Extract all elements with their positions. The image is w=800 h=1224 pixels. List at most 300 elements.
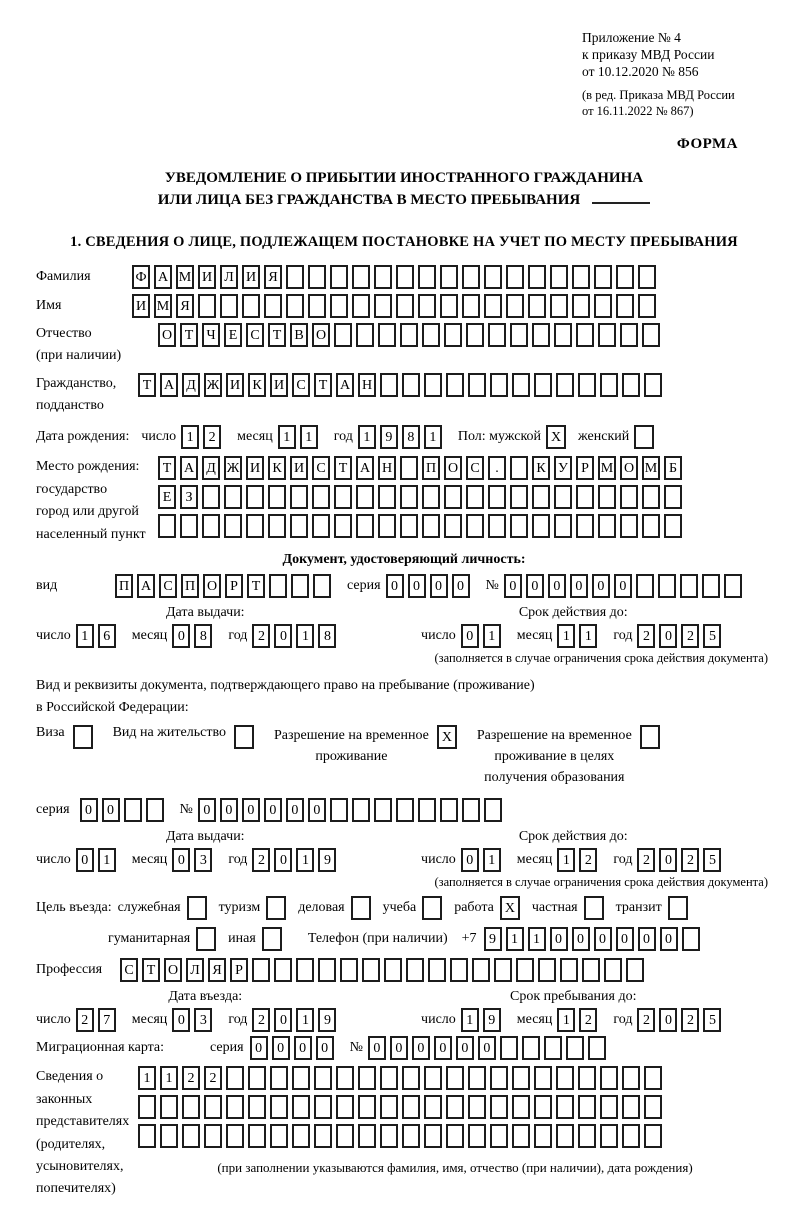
char-cell[interactable]: С (120, 958, 138, 982)
char-cell[interactable] (356, 323, 374, 347)
char-cell[interactable] (286, 265, 304, 289)
char-cell[interactable] (510, 456, 528, 480)
char-cell[interactable]: С (466, 456, 484, 480)
char-cell[interactable]: И (246, 456, 264, 480)
char-cell[interactable] (510, 485, 528, 509)
char-cell[interactable]: 0 (172, 1008, 190, 1032)
char-cell[interactable] (446, 1066, 464, 1090)
char-cell[interactable]: Т (158, 456, 176, 480)
char-cell[interactable] (330, 265, 348, 289)
char-cell[interactable]: Я (176, 294, 194, 318)
char-cell[interactable]: 2 (182, 1066, 200, 1090)
char-cell[interactable]: 1 (579, 624, 597, 648)
char-cell[interactable]: 0 (286, 798, 304, 822)
char-cell[interactable] (400, 514, 418, 538)
char-cell[interactable]: 1 (483, 848, 501, 872)
char-cell[interactable]: И (270, 373, 288, 397)
char-cell[interactable]: Т (334, 456, 352, 480)
char-cell[interactable]: . (488, 456, 506, 480)
char-cell[interactable]: 0 (264, 798, 282, 822)
char-cell[interactable] (334, 485, 352, 509)
char-cell[interactable] (638, 265, 656, 289)
char-cell[interactable] (274, 958, 292, 982)
char-cell[interactable] (532, 485, 550, 509)
char-cell[interactable] (158, 514, 176, 538)
char-cell[interactable]: В (290, 323, 308, 347)
char-cell[interactable] (252, 958, 270, 982)
char-cell[interactable] (362, 958, 380, 982)
char-cell[interactable]: 1 (557, 624, 575, 648)
char-cell[interactable] (522, 1036, 540, 1060)
char-cell[interactable]: Т (138, 373, 156, 397)
char-cell[interactable]: 0 (592, 574, 610, 598)
char-cell[interactable] (374, 798, 392, 822)
temp-residence-edu-checkbox[interactable] (640, 725, 660, 749)
char-cell[interactable] (446, 1124, 464, 1148)
char-cell[interactable]: 1 (506, 927, 524, 951)
char-cell[interactable]: 1 (76, 624, 94, 648)
char-cell[interactable] (560, 958, 578, 982)
char-cell[interactable] (538, 958, 556, 982)
char-cell[interactable] (270, 1095, 288, 1119)
char-cell[interactable] (226, 1095, 244, 1119)
char-cell[interactable] (334, 323, 352, 347)
char-cell[interactable] (532, 514, 550, 538)
char-cell[interactable]: 0 (504, 574, 522, 598)
char-cell[interactable] (534, 1124, 552, 1148)
char-cell[interactable] (576, 514, 594, 538)
purpose-study-checkbox[interactable] (422, 896, 442, 920)
char-cell[interactable] (204, 1095, 222, 1119)
char-cell[interactable] (352, 798, 370, 822)
residence-permit-checkbox[interactable] (234, 725, 254, 749)
char-cell[interactable] (616, 265, 634, 289)
char-cell[interactable] (528, 265, 546, 289)
char-cell[interactable]: 0 (408, 574, 426, 598)
char-cell[interactable] (396, 294, 414, 318)
char-cell[interactable] (314, 1095, 332, 1119)
char-cell[interactable] (462, 265, 480, 289)
char-cell[interactable]: 0 (76, 848, 94, 872)
char-cell[interactable] (578, 373, 596, 397)
char-cell[interactable]: 0 (220, 798, 238, 822)
char-cell[interactable]: Ж (204, 373, 222, 397)
char-cell[interactable] (444, 485, 462, 509)
char-cell[interactable] (402, 1066, 420, 1090)
char-cell[interactable]: 1 (296, 848, 314, 872)
char-cell[interactable]: 0 (614, 574, 632, 598)
char-cell[interactable] (226, 1124, 244, 1148)
char-cell[interactable] (270, 1124, 288, 1148)
char-cell[interactable] (500, 1036, 518, 1060)
char-cell[interactable] (512, 1095, 530, 1119)
char-cell[interactable] (330, 798, 348, 822)
char-cell[interactable]: 1 (160, 1066, 178, 1090)
char-cell[interactable] (264, 294, 282, 318)
char-cell[interactable]: 1 (557, 1008, 575, 1032)
char-cell[interactable] (424, 1124, 442, 1148)
char-cell[interactable] (644, 373, 662, 397)
char-cell[interactable]: А (180, 456, 198, 480)
char-cell[interactable]: 1 (296, 1008, 314, 1032)
char-cell[interactable]: 0 (570, 574, 588, 598)
char-cell[interactable]: 2 (252, 624, 270, 648)
char-cell[interactable]: 0 (242, 798, 260, 822)
char-cell[interactable] (622, 1066, 640, 1090)
char-cell[interactable] (160, 1095, 178, 1119)
char-cell[interactable] (462, 294, 480, 318)
char-cell[interactable]: 9 (380, 425, 398, 449)
purpose-transit-checkbox[interactable] (668, 896, 688, 920)
char-cell[interactable]: 9 (318, 848, 336, 872)
char-cell[interactable]: 2 (76, 1008, 94, 1032)
char-cell[interactable]: М (154, 294, 172, 318)
char-cell[interactable]: 0 (594, 927, 612, 951)
char-cell[interactable] (462, 798, 480, 822)
char-cell[interactable] (248, 1095, 266, 1119)
char-cell[interactable]: И (198, 265, 216, 289)
char-cell[interactable] (444, 323, 462, 347)
char-cell[interactable] (494, 958, 512, 982)
char-cell[interactable] (380, 1095, 398, 1119)
char-cell[interactable]: 0 (572, 927, 590, 951)
char-cell[interactable] (246, 485, 264, 509)
char-cell[interactable] (384, 958, 402, 982)
char-cell[interactable] (566, 1036, 584, 1060)
char-cell[interactable]: 0 (660, 927, 678, 951)
char-cell[interactable]: 2 (252, 848, 270, 872)
char-cell[interactable]: 1 (138, 1066, 156, 1090)
char-cell[interactable] (576, 323, 594, 347)
char-cell[interactable] (224, 514, 242, 538)
char-cell[interactable] (378, 323, 396, 347)
char-cell[interactable]: И (132, 294, 150, 318)
char-cell[interactable] (202, 514, 220, 538)
char-cell[interactable] (550, 294, 568, 318)
char-cell[interactable] (484, 294, 502, 318)
char-cell[interactable] (224, 485, 242, 509)
char-cell[interactable] (292, 1066, 310, 1090)
char-cell[interactable]: 0 (659, 848, 677, 872)
purpose-business-checkbox[interactable] (351, 896, 371, 920)
char-cell[interactable]: 1 (557, 848, 575, 872)
char-cell[interactable]: 2 (637, 1008, 655, 1032)
char-cell[interactable]: 0 (172, 624, 190, 648)
char-cell[interactable]: 2 (637, 848, 655, 872)
char-cell[interactable] (422, 323, 440, 347)
char-cell[interactable] (572, 265, 590, 289)
char-cell[interactable] (312, 514, 330, 538)
char-cell[interactable] (380, 373, 398, 397)
char-cell[interactable] (180, 514, 198, 538)
char-cell[interactable] (352, 265, 370, 289)
char-cell[interactable]: 9 (318, 1008, 336, 1032)
char-cell[interactable] (554, 514, 572, 538)
char-cell[interactable]: 0 (434, 1036, 452, 1060)
purpose-other-checkbox[interactable] (262, 927, 282, 951)
char-cell[interactable]: Д (202, 456, 220, 480)
char-cell[interactable]: З (180, 485, 198, 509)
char-cell[interactable]: 5 (703, 848, 721, 872)
char-cell[interactable]: 2 (579, 848, 597, 872)
char-cell[interactable] (512, 373, 530, 397)
char-cell[interactable] (248, 1066, 266, 1090)
char-cell[interactable] (340, 958, 358, 982)
char-cell[interactable]: 0 (616, 927, 634, 951)
char-cell[interactable]: С (292, 373, 310, 397)
char-cell[interactable] (418, 294, 436, 318)
char-cell[interactable] (358, 1124, 376, 1148)
char-cell[interactable]: 0 (308, 798, 326, 822)
char-cell[interactable]: 3 (194, 848, 212, 872)
char-cell[interactable]: 0 (638, 927, 656, 951)
char-cell[interactable] (594, 294, 612, 318)
char-cell[interactable] (242, 294, 260, 318)
char-cell[interactable]: 0 (548, 574, 566, 598)
char-cell[interactable] (182, 1124, 200, 1148)
char-cell[interactable] (292, 1095, 310, 1119)
char-cell[interactable]: 8 (318, 624, 336, 648)
char-cell[interactable]: 0 (461, 624, 479, 648)
char-cell[interactable] (378, 514, 396, 538)
char-cell[interactable] (556, 1066, 574, 1090)
char-cell[interactable] (291, 574, 309, 598)
char-cell[interactable] (314, 1124, 332, 1148)
char-cell[interactable] (638, 294, 656, 318)
char-cell[interactable] (314, 1066, 332, 1090)
char-cell[interactable]: 0 (368, 1036, 386, 1060)
char-cell[interactable]: 1 (98, 848, 116, 872)
char-cell[interactable] (510, 514, 528, 538)
char-cell[interactable]: С (159, 574, 177, 598)
char-cell[interactable] (626, 958, 644, 982)
char-cell[interactable]: Т (247, 574, 265, 598)
char-cell[interactable]: М (598, 456, 616, 480)
char-cell[interactable] (352, 294, 370, 318)
char-cell[interactable]: О (164, 958, 182, 982)
char-cell[interactable]: Е (158, 485, 176, 509)
char-cell[interactable]: 9 (484, 927, 502, 951)
char-cell[interactable] (440, 265, 458, 289)
gender-female-checkbox[interactable] (634, 425, 654, 449)
char-cell[interactable]: 0 (526, 574, 544, 598)
char-cell[interactable] (402, 1095, 420, 1119)
char-cell[interactable]: 1 (424, 425, 442, 449)
char-cell[interactable]: М (642, 456, 660, 480)
char-cell[interactable] (554, 485, 572, 509)
char-cell[interactable]: У (554, 456, 572, 480)
char-cell[interactable]: 1 (278, 425, 296, 449)
char-cell[interactable] (356, 485, 374, 509)
char-cell[interactable] (160, 1124, 178, 1148)
char-cell[interactable] (620, 514, 638, 538)
char-cell[interactable]: А (160, 373, 178, 397)
char-cell[interactable]: П (422, 456, 440, 480)
char-cell[interactable] (226, 1066, 244, 1090)
char-cell[interactable] (248, 1124, 266, 1148)
char-cell[interactable] (506, 265, 524, 289)
char-cell[interactable] (358, 1066, 376, 1090)
char-cell[interactable]: А (154, 265, 172, 289)
char-cell[interactable]: 0 (250, 1036, 268, 1060)
char-cell[interactable]: М (176, 265, 194, 289)
char-cell[interactable]: 0 (294, 1036, 312, 1060)
char-cell[interactable] (664, 485, 682, 509)
char-cell[interactable]: 0 (659, 1008, 677, 1032)
char-cell[interactable]: 2 (204, 1066, 222, 1090)
char-cell[interactable] (488, 485, 506, 509)
char-cell[interactable] (468, 1066, 486, 1090)
char-cell[interactable] (616, 294, 634, 318)
char-cell[interactable] (534, 1095, 552, 1119)
char-cell[interactable]: А (356, 456, 374, 480)
char-cell[interactable] (516, 958, 534, 982)
char-cell[interactable] (680, 574, 698, 598)
char-cell[interactable] (198, 294, 216, 318)
char-cell[interactable]: О (620, 456, 638, 480)
char-cell[interactable] (600, 373, 618, 397)
char-cell[interactable] (336, 1066, 354, 1090)
char-cell[interactable] (312, 485, 330, 509)
char-cell[interactable] (402, 1124, 420, 1148)
char-cell[interactable]: 3 (194, 1008, 212, 1032)
char-cell[interactable] (446, 1095, 464, 1119)
char-cell[interactable] (576, 485, 594, 509)
char-cell[interactable] (490, 1066, 508, 1090)
char-cell[interactable]: 1 (181, 425, 199, 449)
char-cell[interactable]: Б (664, 456, 682, 480)
char-cell[interactable] (622, 1124, 640, 1148)
char-cell[interactable]: 5 (703, 1008, 721, 1032)
char-cell[interactable]: 1 (528, 927, 546, 951)
visa-checkbox[interactable] (73, 725, 93, 749)
char-cell[interactable]: Ф (132, 265, 150, 289)
char-cell[interactable] (402, 373, 420, 397)
char-cell[interactable]: 0 (80, 798, 98, 822)
char-cell[interactable]: 0 (172, 848, 190, 872)
char-cell[interactable] (490, 1124, 508, 1148)
char-cell[interactable]: К (268, 456, 286, 480)
temp-residence-checkbox[interactable]: X (437, 725, 457, 749)
char-cell[interactable] (268, 514, 286, 538)
char-cell[interactable]: Ж (224, 456, 242, 480)
char-cell[interactable] (484, 798, 502, 822)
char-cell[interactable] (506, 294, 524, 318)
char-cell[interactable] (578, 1066, 596, 1090)
char-cell[interactable] (146, 798, 164, 822)
char-cell[interactable] (622, 373, 640, 397)
char-cell[interactable]: 5 (703, 624, 721, 648)
char-cell[interactable]: 8 (194, 624, 212, 648)
char-cell[interactable]: Е (224, 323, 242, 347)
char-cell[interactable] (598, 485, 616, 509)
char-cell[interactable]: 1 (358, 425, 376, 449)
char-cell[interactable] (600, 1095, 618, 1119)
char-cell[interactable] (534, 373, 552, 397)
char-cell[interactable]: 0 (386, 574, 404, 598)
char-cell[interactable] (308, 294, 326, 318)
char-cell[interactable] (440, 798, 458, 822)
char-cell[interactable]: 0 (198, 798, 216, 822)
char-cell[interactable] (466, 485, 484, 509)
char-cell[interactable] (292, 1124, 310, 1148)
char-cell[interactable] (380, 1124, 398, 1148)
char-cell[interactable]: 0 (659, 624, 677, 648)
char-cell[interactable] (642, 485, 660, 509)
char-cell[interactable]: К (248, 373, 266, 397)
char-cell[interactable]: 1 (483, 624, 501, 648)
char-cell[interactable]: 0 (274, 624, 292, 648)
char-cell[interactable] (512, 1124, 530, 1148)
char-cell[interactable] (440, 294, 458, 318)
char-cell[interactable]: О (203, 574, 221, 598)
char-cell[interactable] (424, 1066, 442, 1090)
char-cell[interactable] (378, 485, 396, 509)
char-cell[interactable] (544, 1036, 562, 1060)
char-cell[interactable]: Р (230, 958, 248, 982)
char-cell[interactable] (644, 1095, 662, 1119)
char-cell[interactable] (290, 485, 308, 509)
char-cell[interactable] (400, 485, 418, 509)
char-cell[interactable]: 0 (452, 574, 470, 598)
char-cell[interactable] (664, 514, 682, 538)
char-cell[interactable] (450, 958, 468, 982)
char-cell[interactable]: 0 (412, 1036, 430, 1060)
char-cell[interactable] (468, 373, 486, 397)
char-cell[interactable] (556, 373, 574, 397)
char-cell[interactable]: 0 (102, 798, 120, 822)
char-cell[interactable] (269, 574, 287, 598)
char-cell[interactable] (424, 1095, 442, 1119)
char-cell[interactable]: 9 (483, 1008, 501, 1032)
char-cell[interactable] (396, 265, 414, 289)
char-cell[interactable] (582, 958, 600, 982)
char-cell[interactable]: 2 (579, 1008, 597, 1032)
char-cell[interactable] (724, 574, 742, 598)
char-cell[interactable]: 2 (203, 425, 221, 449)
char-cell[interactable] (400, 456, 418, 480)
char-cell[interactable]: 7 (98, 1008, 116, 1032)
char-cell[interactable] (556, 1095, 574, 1119)
char-cell[interactable]: 6 (98, 624, 116, 648)
char-cell[interactable]: 1 (461, 1008, 479, 1032)
char-cell[interactable] (644, 1066, 662, 1090)
char-cell[interactable]: Л (186, 958, 204, 982)
char-cell[interactable]: И (226, 373, 244, 397)
char-cell[interactable] (358, 1095, 376, 1119)
char-cell[interactable] (644, 1124, 662, 1148)
char-cell[interactable]: Р (576, 456, 594, 480)
char-cell[interactable] (124, 798, 142, 822)
char-cell[interactable]: Л (220, 265, 238, 289)
char-cell[interactable]: Т (180, 323, 198, 347)
char-cell[interactable] (290, 514, 308, 538)
char-cell[interactable] (636, 574, 654, 598)
char-cell[interactable] (356, 514, 374, 538)
char-cell[interactable] (336, 1095, 354, 1119)
char-cell[interactable] (550, 265, 568, 289)
char-cell[interactable] (604, 958, 622, 982)
char-cell[interactable]: 0 (456, 1036, 474, 1060)
char-cell[interactable]: О (158, 323, 176, 347)
gender-male-checkbox[interactable]: X (546, 425, 566, 449)
char-cell[interactable]: 2 (681, 624, 699, 648)
char-cell[interactable] (578, 1095, 596, 1119)
char-cell[interactable]: И (290, 456, 308, 480)
char-cell[interactable]: Н (378, 456, 396, 480)
char-cell[interactable] (418, 265, 436, 289)
char-cell[interactable] (336, 1124, 354, 1148)
